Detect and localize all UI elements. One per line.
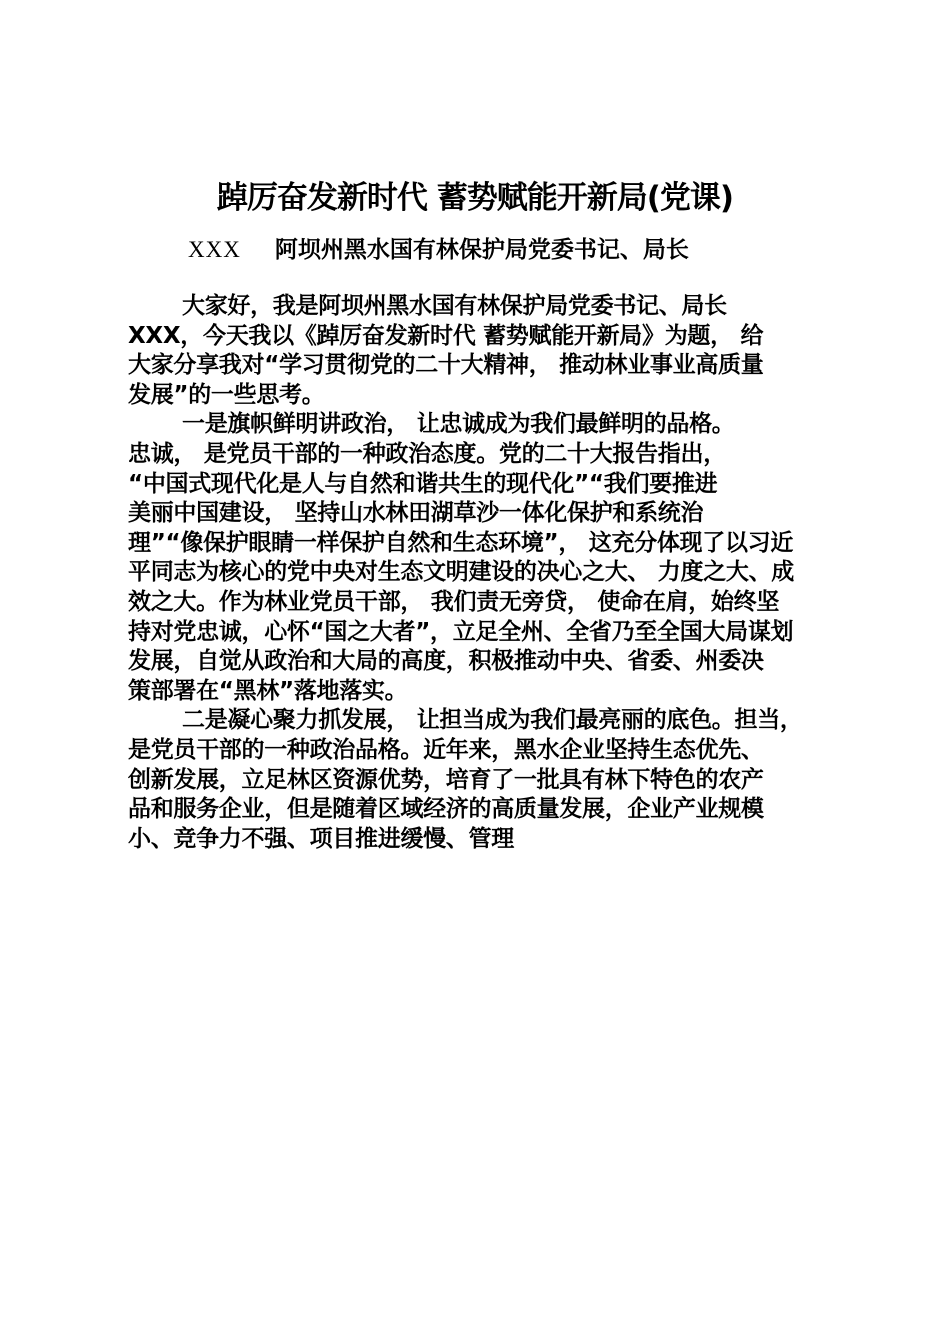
text-line: 效之大。作为林业党员干部， 我们责无旁贷， 使命在肩，始终坚: [128, 588, 780, 615]
text-line: 创新发展，立足林区资源优势，培育了一批具有林下特色的农产: [128, 766, 764, 793]
text-line: 一是旗帜鲜明讲政治， 让忠诚成为我们最鲜明的品格。: [182, 411, 735, 438]
text-line: 二是凝心聚力抓发展， 让担当成为我们最亮丽的底色。担当，: [182, 707, 803, 734]
text-line: 大家好，我是阿坝州黑水国有林保护局党委书记、局长: [182, 293, 727, 319]
text-line: “中国式现代化是人与自然和谐共生的现代化”“我们要推进: [128, 470, 718, 497]
text-line: 理”“像保护眼睛一样保护自然和生态环境”， 这充分体现了以习近: [128, 529, 794, 556]
text-line: 大家分享我对“学习贯彻党的二十大精神， 推动林业事业高质量: [128, 352, 764, 379]
text-line: 平同志为核心的党中央对生态文明建设的决心之大、 力度之大、成: [128, 559, 795, 586]
text-line: 品和服务企业，但是随着区域经济的高质量发展，企业产业规模: [128, 796, 764, 823]
author-position: 阿坝州黑水国有林保护局党委书记、局长: [274, 237, 689, 263]
page-title: 踔厉奋发新时代 蓄势赋能开新局(党课): [216, 180, 734, 216]
text-line: 持对党忠诚，心怀“国之大者”，立足全州、全省乃至全国大局谋划: [128, 618, 794, 645]
text-line: 小、竞争力不强、项目推进缓慢、管理: [128, 825, 514, 852]
document-body: [128, 292, 852, 854]
author-name: XXX: [188, 237, 241, 262]
paragraph-3: [128, 706, 852, 854]
paragraph-1: [128, 292, 852, 410]
text-line: 发展”的一些思考。: [128, 381, 325, 408]
paragraph-2: [128, 410, 852, 706]
text-line: 是党员干部的一种政治品格。近年来，黑水企业坚持生态优先、: [128, 736, 764, 763]
text-line: 美丽中国建设， 坚持山水林田湖草沙一体化保护和系统治: [128, 500, 704, 527]
text-line: XXX，今天我以《踔厉奋发新时代 蓄势赋能开新局》为题， 给: [128, 322, 764, 349]
text-line: 策部署在“黑林”落地落实。: [128, 677, 408, 704]
author-line: [188, 231, 689, 264]
text-line: 发展，自觉从政治和大局的高度，积极推动中央、省委、州委决: [128, 648, 764, 675]
text-line: 忠诚， 是党员干部的一种政治态度。党的二十大报告指出，: [128, 440, 726, 467]
